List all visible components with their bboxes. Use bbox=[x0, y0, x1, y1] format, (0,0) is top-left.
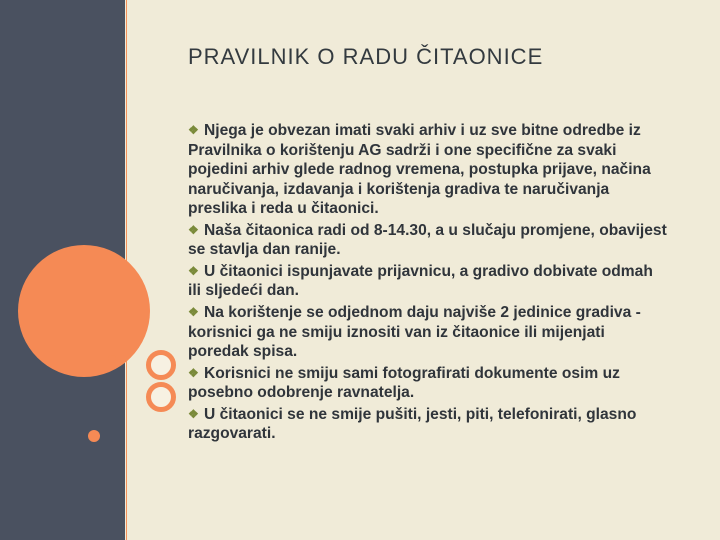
slide-title: PRAVILNIK O RADU ČITAONICE bbox=[188, 44, 544, 69]
diamond-bullet-icon: ❖ bbox=[188, 222, 199, 237]
diamond-bullet-icon: ❖ bbox=[188, 406, 199, 421]
list-item bbox=[188, 303, 668, 362]
diamond-bullet-icon: ❖ bbox=[188, 305, 199, 319]
list-item-text: U čitaonici ispunjavate prijavnicu, a gradivo dobivate odmah ili sljedeći dan. bbox=[188, 262, 653, 300]
decorative-circle-ring-2 bbox=[146, 382, 176, 412]
diamond-bullet-icon: ❖ bbox=[188, 123, 199, 138]
list-item bbox=[188, 262, 668, 301]
list-item-text: Na korištenje se odjednom daju najviše 2 jedinice gradiva - korisnici ga ne smiju iznositi van iz čitaonice ili mijenjati poredak spisa. bbox=[188, 303, 641, 360]
list-item-text: U čitaonici se ne smije pušiti, jesti, piti, telefonirati, glasno razgovarati. bbox=[188, 405, 637, 443]
decorative-circle-small bbox=[88, 430, 100, 442]
decorative-circle-large bbox=[18, 245, 150, 377]
list-item-text: Naša čitaonica radi od 8-14.30, a u slučaju promjene, obavijest se stavlja dan ranije. bbox=[188, 221, 667, 259]
diamond-bullet-icon: ❖ bbox=[188, 263, 199, 278]
list-item bbox=[188, 364, 668, 403]
decorative-circle-tiny bbox=[108, 355, 116, 363]
list-item bbox=[188, 221, 668, 260]
diamond-bullet-icon: ❖ bbox=[188, 365, 199, 380]
list-item-text: Korisnici ne smiju sami fotografirati dokumente osim uz posebno odobrenje ravnatelja. bbox=[188, 364, 620, 402]
decorative-circle-ring bbox=[146, 350, 176, 380]
list-item bbox=[188, 121, 668, 219]
bullet-list bbox=[188, 121, 668, 446]
list-item bbox=[188, 405, 668, 444]
list-item-text: Njega je obvezan imati svaki arhiv i uz sve bitne odredbe iz Pravilnika o korištenju AG sadrži i one specifične za svaki pojedini arhiv glede radnog vremena, postupka prijave, načina naručivanja, izdavanja i korištenja gradiva te naručivanja preslika i reda u čitaonici. bbox=[188, 122, 651, 218]
